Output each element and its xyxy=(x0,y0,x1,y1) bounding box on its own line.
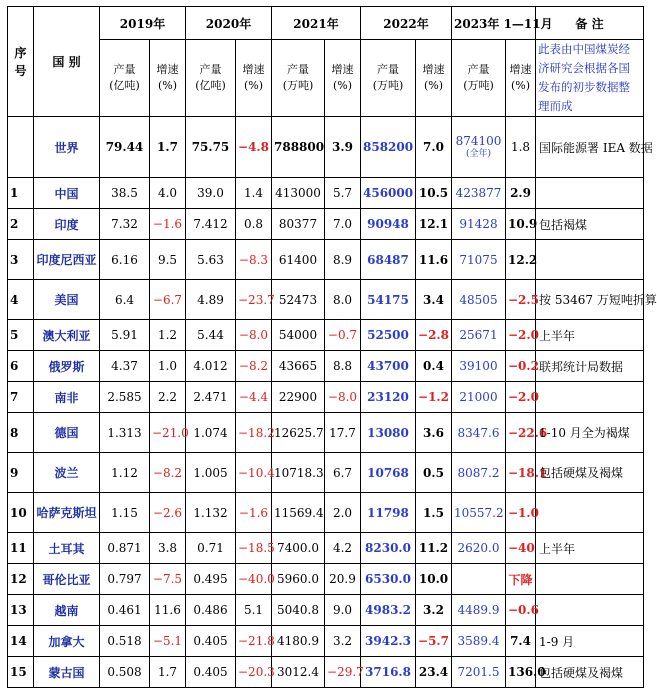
row-2019-growth: 1.7 xyxy=(150,657,186,688)
row-seq: 13 xyxy=(8,595,34,626)
row-2019-growth: −8.2 xyxy=(150,453,186,493)
row-2020-growth: −8.2 xyxy=(236,351,272,382)
row-2022-growth: −2.8 xyxy=(416,320,452,351)
row-2020-growth: −23.7 xyxy=(236,280,272,320)
row-2022-prod: 4983.2 xyxy=(361,595,416,626)
row-2023-prod: 71075 xyxy=(452,240,506,280)
table-row xyxy=(8,209,644,240)
row-2020-prod: 0.71 xyxy=(186,533,236,564)
table-row xyxy=(8,595,644,626)
row-2019-growth: −2.6 xyxy=(150,493,186,533)
world-2020-growth: −4.8 xyxy=(236,117,272,178)
row-remark xyxy=(536,382,644,413)
row-2023-growth: −22.6 xyxy=(506,413,536,453)
row-2022-prod: 6530.0 xyxy=(361,564,416,595)
row-2020-growth: −20.3 xyxy=(236,657,272,688)
row-2020-prod: 0.495 xyxy=(186,564,236,595)
row-seq: 7 xyxy=(8,382,34,413)
row-2020-prod: 5.63 xyxy=(186,240,236,280)
row-remark: 上半年 xyxy=(536,320,644,351)
row-2021-prod: 7400.0 xyxy=(272,533,325,564)
row-2019-prod: 0.461 xyxy=(100,595,150,626)
row-seq: 12 xyxy=(8,564,34,595)
row-2019-prod: 38.5 xyxy=(100,178,150,209)
row-2023-growth: 2.9 xyxy=(506,178,536,209)
header-year-2019: 2019年 xyxy=(100,7,186,40)
row-2019-growth: −1.6 xyxy=(150,209,186,240)
row-2023-growth: 7.4 xyxy=(506,626,536,657)
row-country: 美国 xyxy=(34,280,100,320)
row-2022-growth: 10.0 xyxy=(416,564,452,595)
row-2020-prod: 0.405 xyxy=(186,657,236,688)
row-2020-growth: −18.5 xyxy=(236,533,272,564)
row-country: 俄罗斯 xyxy=(34,351,100,382)
world-2023-growth: 1.8 xyxy=(506,117,536,178)
row-2019-growth: −7.5 xyxy=(150,564,186,595)
table-row xyxy=(8,657,644,688)
row-2019-prod: 2.585 xyxy=(100,382,150,413)
row-2020-prod: 0.486 xyxy=(186,595,236,626)
row-seq: 6 xyxy=(8,351,34,382)
row-2020-prod: 2.471 xyxy=(186,382,236,413)
row-2020-prod: 1.132 xyxy=(186,493,236,533)
row-remark: 包括硬煤及褐煤 xyxy=(536,453,644,493)
row-2019-prod: 0.871 xyxy=(100,533,150,564)
row-2019-prod: 1.12 xyxy=(100,453,150,493)
row-2023-growth: −2.5 xyxy=(506,280,536,320)
row-remark xyxy=(536,178,644,209)
row-2021-growth: 2.0 xyxy=(325,493,361,533)
header-unit-growth-0: 增速 (%) xyxy=(150,40,186,117)
row-2019-growth: 3.8 xyxy=(150,533,186,564)
row-remark: 1-9 月 xyxy=(536,626,644,657)
table-row xyxy=(8,320,644,351)
row-2019-growth: 2.2 xyxy=(150,382,186,413)
row-2022-growth: −1.2 xyxy=(416,382,452,413)
row-2020-growth: −8.3 xyxy=(236,240,272,280)
row-2022-prod: 13080 xyxy=(361,413,416,453)
row-2022-prod: 8230.0 xyxy=(361,533,416,564)
row-2020-growth: −1.6 xyxy=(236,493,272,533)
row-2022-growth: 3.2 xyxy=(416,595,452,626)
row-2019-prod: 0.797 xyxy=(100,564,150,595)
world-2022-growth: 7.0 xyxy=(416,117,452,178)
row-2021-prod: 4180.9 xyxy=(272,626,325,657)
row-2022-prod: 90948 xyxy=(361,209,416,240)
row-seq: 4 xyxy=(8,280,34,320)
table-row xyxy=(8,493,644,533)
row-2021-prod: 10718.3 xyxy=(272,453,325,493)
row-2020-growth: 1.4 xyxy=(236,178,272,209)
row-2021-growth: −0.7 xyxy=(325,320,361,351)
row-remark xyxy=(536,240,644,280)
row-2023-growth: −2.0 xyxy=(506,382,536,413)
row-2021-prod: 5040.8 xyxy=(272,595,325,626)
row-seq: 2 xyxy=(8,209,34,240)
row-2021-prod: 80377 xyxy=(272,209,325,240)
row-2022-growth: 0.5 xyxy=(416,453,452,493)
row-2022-growth: 3.6 xyxy=(416,413,452,453)
row-remark xyxy=(536,493,644,533)
row-2021-growth: −8.0 xyxy=(325,382,361,413)
row-2023-prod: 10557.2 xyxy=(452,493,506,533)
row-2020-growth: −21.8 xyxy=(236,626,272,657)
header-year-2022: 2022年 xyxy=(361,7,452,40)
row-remark: 1-10 月全为褐煤 xyxy=(536,413,644,453)
row-2023-prod: 8347.6 xyxy=(452,413,506,453)
row-2020-growth: −4.4 xyxy=(236,382,272,413)
row-2021-growth: 9.0 xyxy=(325,595,361,626)
row-2019-prod: 5.91 xyxy=(100,320,150,351)
row-2023-growth: −2.0 xyxy=(506,320,536,351)
row-remark: 联邦统计局数据 xyxy=(536,351,644,382)
row-2023-growth: −0.2 xyxy=(506,351,536,382)
row-2023-prod: 25671 xyxy=(452,320,506,351)
row-2021-growth: 17.7 xyxy=(325,413,361,453)
row-seq: 11 xyxy=(8,533,34,564)
row-2021-growth: 8.8 xyxy=(325,351,361,382)
table-row xyxy=(8,178,644,209)
row-2022-prod: 43700 xyxy=(361,351,416,382)
row-country: 哈萨克斯坦 xyxy=(34,493,100,533)
row-2023-prod: 39100 xyxy=(452,351,506,382)
row-2019-prod: 7.32 xyxy=(100,209,150,240)
row-2021-growth: 20.9 xyxy=(325,564,361,595)
row-2023-growth: 12.2 xyxy=(506,240,536,280)
row-2022-growth: 3.4 xyxy=(416,280,452,320)
row-2023-prod: 21000 xyxy=(452,382,506,413)
row-2019-prod: 0.508 xyxy=(100,657,150,688)
row-2023-growth: 下降 xyxy=(506,564,536,595)
row-2022-growth: 12.1 xyxy=(416,209,452,240)
row-country: 德国 xyxy=(34,413,100,453)
row-remark xyxy=(536,595,644,626)
row-country: 中国 xyxy=(34,178,100,209)
row-2019-prod: 1.15 xyxy=(100,493,150,533)
row-2019-prod: 4.37 xyxy=(100,351,150,382)
row-2022-growth: 1.5 xyxy=(416,493,452,533)
row-2019-growth: 1.0 xyxy=(150,351,186,382)
header-year-2020: 2020年 xyxy=(186,7,272,40)
table-row xyxy=(8,351,644,382)
row-2021-growth: 4.2 xyxy=(325,533,361,564)
row-2022-growth: 23.4 xyxy=(416,657,452,688)
world-2019-growth: 1.7 xyxy=(150,117,186,178)
row-2023-prod: 2620.0 xyxy=(452,533,506,564)
row-country: 南非 xyxy=(34,382,100,413)
table-row xyxy=(8,453,644,493)
row-2019-growth: −21.0 xyxy=(150,413,186,453)
row-2021-prod: 43665 xyxy=(272,351,325,382)
row-seq: 5 xyxy=(8,320,34,351)
row-2022-prod: 10768 xyxy=(361,453,416,493)
header-unit-prod-4: 产量 (万吨) xyxy=(452,40,506,117)
row-2020-growth: −18.2 xyxy=(236,413,272,453)
row-2021-growth: 8.9 xyxy=(325,240,361,280)
row-2023-prod: 7201.5 xyxy=(452,657,506,688)
row-2020-growth: 5.1 xyxy=(236,595,272,626)
world-row xyxy=(8,117,644,178)
row-2023-prod: 48505 xyxy=(452,280,506,320)
world-2020-prod: 75.75 xyxy=(186,117,236,178)
table-row xyxy=(8,626,644,657)
row-2019-growth: 1.2 xyxy=(150,320,186,351)
row-2020-prod: 1.005 xyxy=(186,453,236,493)
row-2023-growth: 136.0 xyxy=(506,657,536,688)
row-2023-growth: −18.1 xyxy=(506,453,536,493)
row-2021-prod: 11569.4 xyxy=(272,493,325,533)
header-unit-prod-1: 产量 (亿吨) xyxy=(186,40,236,117)
table-row xyxy=(8,240,644,280)
row-remark: 包括硬煤及褐煤 xyxy=(536,657,644,688)
row-2022-prod: 3716.8 xyxy=(361,657,416,688)
header-unit-growth-2: 增速 (%) xyxy=(325,40,361,117)
header-unit-prod-3: 产量 (万吨) xyxy=(361,40,416,117)
row-2021-growth: 7.0 xyxy=(325,209,361,240)
row-2020-prod: 4.012 xyxy=(186,351,236,382)
row-2022-growth: 0.4 xyxy=(416,351,452,382)
row-2022-prod: 3942.3 xyxy=(361,626,416,657)
header-year-2021: 2021年 xyxy=(272,7,361,40)
header-remark-note: 此表由中国煤炭经济研究会根据各国发布的初步数据整理而成 xyxy=(536,40,644,117)
table-row xyxy=(8,413,644,453)
row-2021-prod: 54000 xyxy=(272,320,325,351)
row-country: 澳大利亚 xyxy=(34,320,100,351)
world-2023-value: 874100 xyxy=(455,134,502,148)
row-2021-prod: 22900 xyxy=(272,382,325,413)
coal-production-table xyxy=(7,6,657,688)
row-2020-prod: 7.412 xyxy=(186,209,236,240)
row-2021-growth: 3.2 xyxy=(325,626,361,657)
row-country: 越南 xyxy=(34,595,100,626)
row-2021-growth: 6.7 xyxy=(325,453,361,493)
header-year-2023: 2023年 1—11月 xyxy=(452,7,536,40)
row-2020-prod: 1.074 xyxy=(186,413,236,453)
row-2022-growth: 11.6 xyxy=(416,240,452,280)
row-remark: 上半年 xyxy=(536,533,644,564)
row-2019-prod: 6.4 xyxy=(100,280,150,320)
world-2019-prod: 79.44 xyxy=(100,117,150,178)
row-2023-growth: 10.9 xyxy=(506,209,536,240)
row-2021-prod: 61400 xyxy=(272,240,325,280)
row-2021-growth: 5.7 xyxy=(325,178,361,209)
row-2021-prod: 5960.0 xyxy=(272,564,325,595)
row-2020-prod: 0.405 xyxy=(186,626,236,657)
row-2023-growth: −0.6 xyxy=(506,595,536,626)
row-2019-growth: −5.1 xyxy=(150,626,186,657)
row-2023-prod: 3589.4 xyxy=(452,626,506,657)
row-2022-growth: 11.2 xyxy=(416,533,452,564)
row-2021-growth: −29.7 xyxy=(325,657,361,688)
world-2021-growth: 3.9 xyxy=(325,117,361,178)
row-2022-prod: 54175 xyxy=(361,280,416,320)
header-unit-prod-2: 产量 (万吨) xyxy=(272,40,325,117)
row-country: 哥伦比亚 xyxy=(34,564,100,595)
row-2023-prod: 423877 xyxy=(452,178,506,209)
row-seq: 1 xyxy=(8,178,34,209)
row-2022-prod: 456000 xyxy=(361,178,416,209)
header-seq: 序号 xyxy=(8,7,34,117)
row-2019-prod: 0.518 xyxy=(100,626,150,657)
row-2021-growth: 8.0 xyxy=(325,280,361,320)
world-remark: 国际能源署 IEA 数据 xyxy=(536,117,644,178)
row-2021-prod: 12625.7 xyxy=(272,413,325,453)
row-country: 印度 xyxy=(34,209,100,240)
world-2023-note: (全年) xyxy=(465,149,492,159)
row-2021-prod: 413000 xyxy=(272,178,325,209)
row-2022-prod: 11798 xyxy=(361,493,416,533)
header-unit-prod-0: 产量 (亿吨) xyxy=(100,40,150,117)
row-2023-prod: 4489.9 xyxy=(452,595,506,626)
row-2022-prod: 52500 xyxy=(361,320,416,351)
row-2020-prod: 5.44 xyxy=(186,320,236,351)
row-2023-growth: −1.0 xyxy=(506,493,536,533)
row-2019-growth: 11.6 xyxy=(150,595,186,626)
row-2021-prod: 52473 xyxy=(272,280,325,320)
row-seq: 15 xyxy=(8,657,34,688)
row-seq: 14 xyxy=(8,626,34,657)
row-2019-prod: 1.313 xyxy=(100,413,150,453)
row-remark xyxy=(536,564,644,595)
row-2020-growth: 0.8 xyxy=(236,209,272,240)
row-2023-prod: 8087.2 xyxy=(452,453,506,493)
row-country: 波兰 xyxy=(34,453,100,493)
row-country: 印度尼西亚 xyxy=(34,240,100,280)
header-country: 国 别 xyxy=(34,7,100,117)
row-country: 土耳其 xyxy=(34,533,100,564)
row-country: 蒙古国 xyxy=(34,657,100,688)
table-row xyxy=(8,564,644,595)
table-row xyxy=(8,382,644,413)
row-2019-growth: 4.0 xyxy=(150,178,186,209)
row-country: 加拿大 xyxy=(34,626,100,657)
row-2021-prod: 3012.4 xyxy=(272,657,325,688)
table-row xyxy=(8,533,644,564)
row-2019-growth: 9.5 xyxy=(150,240,186,280)
world-seq xyxy=(8,117,34,178)
world-2023-prod xyxy=(452,117,506,178)
row-2020-growth: −40.0 xyxy=(236,564,272,595)
row-2020-prod: 4.89 xyxy=(186,280,236,320)
world-name: 世界 xyxy=(34,117,100,178)
row-seq: 3 xyxy=(8,240,34,280)
table-row xyxy=(8,280,644,320)
header-remark: 备 注 xyxy=(536,7,644,40)
row-2022-growth: 10.5 xyxy=(416,178,452,209)
row-2022-growth: −5.7 xyxy=(416,626,452,657)
row-2020-growth: −8.0 xyxy=(236,320,272,351)
world-2021-prod: 788800 xyxy=(272,117,325,178)
header-unit-growth-4: 增速 (%) xyxy=(506,40,536,117)
row-2023-prod xyxy=(452,564,506,595)
row-2023-growth: −40 xyxy=(506,533,536,564)
row-2022-prod: 23120 xyxy=(361,382,416,413)
row-seq: 9 xyxy=(8,453,34,493)
row-2020-growth: −10.4 xyxy=(236,453,272,493)
header-unit-growth-1: 增速 (%) xyxy=(236,40,272,117)
row-2019-growth: −6.7 xyxy=(150,280,186,320)
row-remark: 包括褐煤 xyxy=(536,209,644,240)
row-seq: 8 xyxy=(8,413,34,453)
row-2022-prod: 68487 xyxy=(361,240,416,280)
header-unit-growth-3: 增速 (%) xyxy=(416,40,452,117)
world-2022-prod: 858200 xyxy=(361,117,416,178)
row-2019-prod: 6.16 xyxy=(100,240,150,280)
row-2020-prod: 39.0 xyxy=(186,178,236,209)
row-seq: 10 xyxy=(8,493,34,533)
row-remark: 按 53467 万短吨折算 xyxy=(536,280,644,320)
row-2023-prod: 91428 xyxy=(452,209,506,240)
